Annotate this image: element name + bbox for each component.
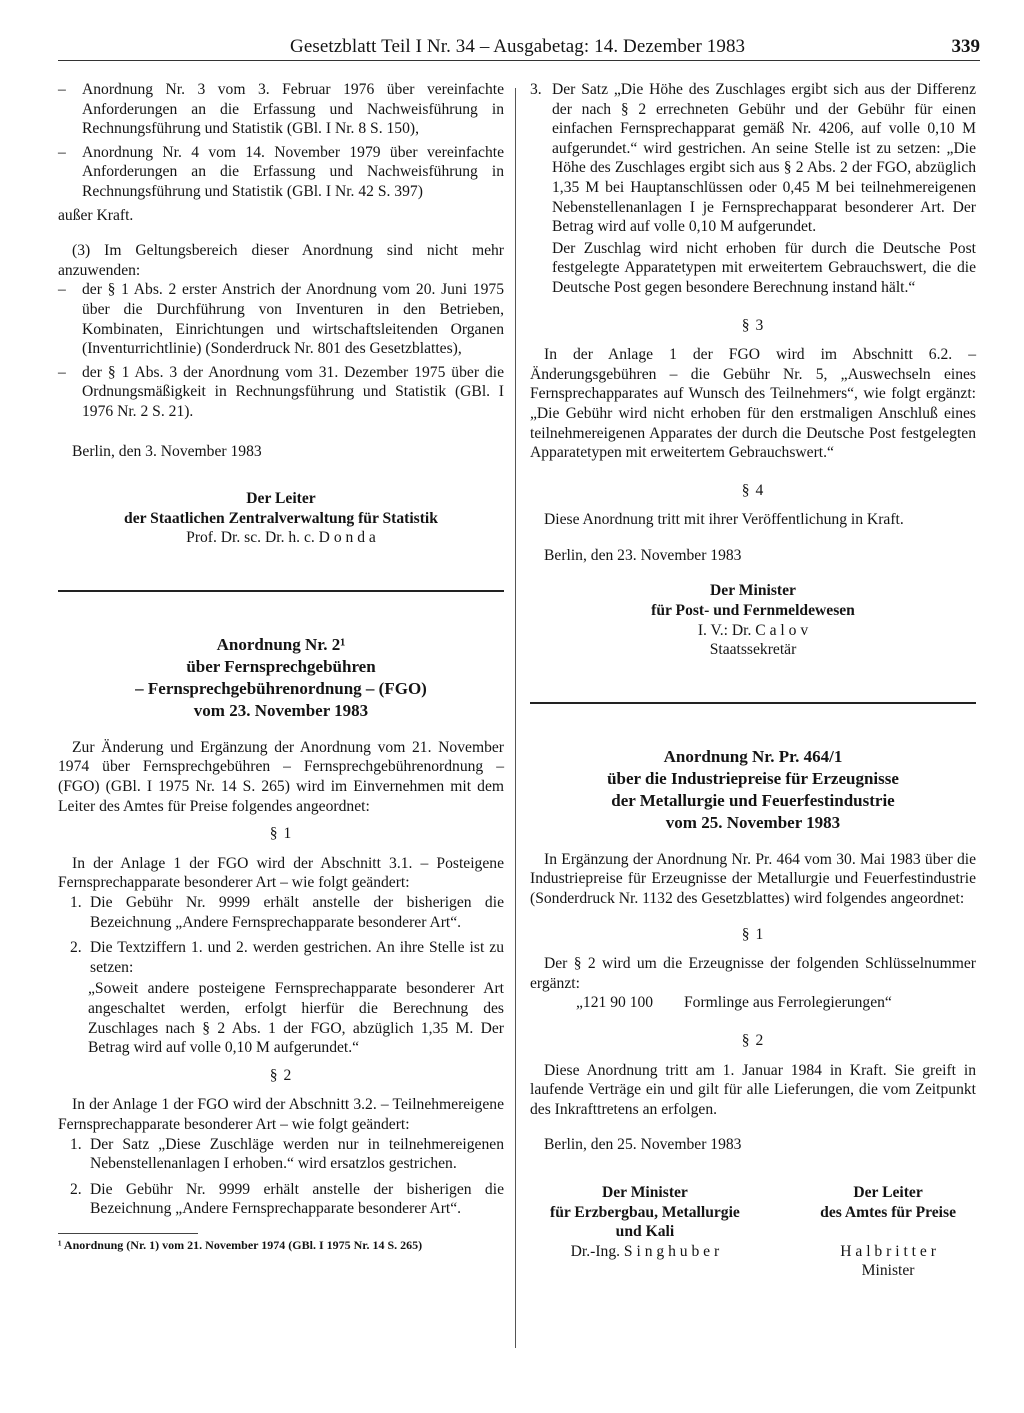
- signature-name: H a l b r i t t e r: [840, 1242, 936, 1260]
- numbered-item: [70, 938, 504, 977]
- signature-role: Der Leiter: [246, 490, 316, 508]
- signature-name: I. V.: Dr. C a l o v: [697, 621, 809, 639]
- list-item: [58, 80, 504, 139]
- section-heading: § 3: [741, 316, 765, 334]
- section-heading: § 2: [741, 1032, 765, 1049]
- fgo-intro: Zur Änderung und Ergänzung der Anordnung vom 21. November 1974 über Fernsprechgebühren – Fernsprechgebührenordnung – (FGO) (GBl. I 1975 Nr. 14 S. 265) wird im Einvernehmen mit dem Leiter des Amtes für Preise folgendes angeordnet:: [58, 738, 504, 815]
- item-text: Die Gebühr Nr. 9999 erhält anstelle der bisherigen die Bezeichnung „Andere Fernsprechapparate besonderer Art“.: [90, 894, 504, 931]
- date-line: Berlin, den 3. November 1983: [72, 442, 262, 460]
- industry-intro: In Ergänzung der Anordnung Nr. Pr. 464 vom 30. Mai 1983 über die Industriepreise für Erzeugnisse der Metallurgie und Feuerfestindustrie (Sonderdruck Nr. 1132 des Gesetzblattes) wird folgendes angeordnet:: [530, 850, 976, 908]
- numbered-item: [70, 1180, 504, 1219]
- signature-role: Der Minister: [601, 1183, 688, 1201]
- signature-role: Der Minister: [710, 582, 796, 600]
- left-column: [58, 80, 504, 1253]
- section-heading: § 1: [269, 825, 293, 843]
- industry-date: vom 25. November 1983: [665, 812, 841, 832]
- fgo-subtitle: über Fernsprechgebühren: [186, 656, 376, 676]
- paragraph-3: (3) Im Geltungsbereich dieser Anordnung sind nicht mehr anzuwenden:: [58, 242, 504, 279]
- item-text-continued: Der Zuschlag wird nicht erhoben für durch die Deutsche Post festgelegte Apparatetypen mit erweitertem Gebrauchswert, die die Deutsche Post gegen besondere Berechnung instand hält.“: [552, 239, 976, 296]
- signature-name: Prof. Dr. sc. Dr. h. c. D o n d a: [186, 529, 376, 547]
- item-text: Die Textziffern 1. und 2. werden gestrichen. An ihre Stelle ist zu setzen:: [90, 939, 504, 976]
- footnote-rule: [58, 1233, 198, 1234]
- signature-office: für Erzbergbau, Metallurgie: [550, 1203, 740, 1221]
- list-item: [58, 143, 504, 202]
- numbered-item: [70, 893, 504, 932]
- list-item: [58, 280, 504, 358]
- fgo-title-block: [58, 634, 504, 722]
- section-text: Diese Anordnung tritt mit ihrer Veröffentlichung in Kraft.: [544, 511, 904, 529]
- item-number: 1.: [70, 894, 82, 912]
- fgo-date: vom 23. November 1983: [193, 700, 369, 720]
- list-item-text: Anordnung Nr. 4 vom 14. November 1979 über vereinfachte Anforderungen an die Erfassung und Nachweisführung in Rechnungsführung und Statistik (GBl. I Nr. 42 S. 397): [82, 143, 504, 200]
- dash-bullet: –: [58, 363, 66, 381]
- section-text: Der § 2 wird um die Erzeugnisse der folgenden Schlüsselnummer ergänzt:: [530, 955, 976, 992]
- signature-name: Dr.-Ing. S i n g h u b e r: [570, 1242, 720, 1260]
- section-text: Diese Anordnung tritt am 1. Januar 1984 in Kraft. Sie greift in laufende Verträge ein und gilt für alle Lieferungen, die vom Zeitpunkt des Inkrafttretens an erfolgen.: [530, 1061, 976, 1118]
- signature-title: Minister: [861, 1262, 915, 1280]
- industry-title-block: [530, 746, 976, 834]
- industry-subtitle: der Metallurgie und Feuerfestindustrie: [611, 790, 895, 810]
- dash-bullet: –: [58, 143, 66, 161]
- date-line: Berlin, den 23. November 1983: [544, 546, 742, 564]
- dash-bullet: –: [58, 81, 66, 98]
- item-number: 2.: [70, 1180, 82, 1198]
- signatures-row: [530, 1183, 976, 1281]
- signature-block: [58, 489, 504, 548]
- signature-title: Staatssekretär: [709, 641, 797, 659]
- footnote: ¹ Anordnung (Nr. 1) vom 21. November 1974 (GBl. I 1975 Nr. 14 S. 265): [58, 1237, 423, 1252]
- page-header: [290, 36, 980, 60]
- signature-office: für Post- und Fernmeldewesen: [651, 602, 855, 620]
- signature-office: und Kali: [615, 1223, 675, 1241]
- signature-block: [530, 581, 976, 659]
- header-rule: [58, 60, 980, 61]
- section-heading: § 1: [741, 925, 765, 943]
- section-heading: § 2: [269, 1066, 293, 1084]
- list-item-text: der § 1 Abs. 3 der Anordnung vom 31. Dezember 1975 über die Ordnungsmäßigkeit in Rechnungsführung und Statistik (GBl. I 1976 Nr. 2 S. 21).: [82, 363, 504, 420]
- section-text: In der Anlage 1 der FGO wird im Abschnitt 6.2. – Änderungsgebühren – die Gebühr Nr. 5, „Auswechseln eines Fernsprechapparates auf Wunsch des Teilnehmers“, wie folgt ergänzt: „Die Gebühr wird nicht erhoben für den erstmaligen Anschluß eines teilnehmereigenen Apparates der durch die Deutsche Post festgelegten Apparatetypen mit erweitertem Gebrauchswert.“: [530, 346, 976, 462]
- header-title: Gesetzblatt Teil I Nr. 34 – Ausgabetag: 14. Dezember 1983: [290, 36, 746, 57]
- item-number: 3.: [530, 81, 542, 98]
- fgo-subtitle: – Fernsprechgebührenordnung – (FGO): [135, 678, 427, 698]
- item-number: 2.: [70, 939, 82, 957]
- code-entry: [576, 993, 976, 1013]
- signature-block: [550, 1183, 740, 1281]
- item-text: Der Satz „Diese Zuschläge werden nur in teilnehmereigenen Nebenstellenanlagen I erhoben.“ wird ersatzlos gestrichen.: [90, 1135, 504, 1173]
- code-number: „121 90 100: [576, 994, 654, 1012]
- section-heading: § 4: [741, 481, 765, 499]
- item-text: Der Satz „Die Höhe des Zuschlages ergibt sich aus der Differenz der nach § 2 errechneten Gebühr und der Gebühr für einen einfachen Fernsprechapparat gemäß Nr. 4206, auf volle 0,10 M aufgerundet.“ wird gestrichen. An seine Stelle ist zu setzen: „Die Höhe des Zuschlages ergibt sich aus § 2 Abs. 2 der FGO, abzüglich 1,35 M bei Hauptanschlüssen oder 0,45 M bei teilnehmereigenen Nebenstellenanlagen I je Fernsprechapparat besonderer Art. Der Betrag wird auf volle 0,10 M aufgerundet.: [552, 81, 976, 236]
- signature-office: der Staatlichen Zentralverwaltung für Statistik: [124, 509, 438, 527]
- item-text: Die Gebühr Nr. 9999 erhält anstelle der bisherigen die Bezeichnung „Andere Fernsprechapparate besonderer Art“.: [90, 1180, 504, 1218]
- dash-bullet: –: [58, 281, 66, 299]
- page-number: 339: [951, 36, 980, 57]
- section-text: In der Anlage 1 der FGO wird der Abschnitt 3.1. – Posteigene Fernsprechapparate besonderer Art – wie folgt geändert:: [58, 854, 504, 892]
- fgo-title: Anordnung Nr. 2¹: [216, 634, 346, 654]
- signature-role: Der Leiter: [853, 1183, 923, 1201]
- right-column: [530, 80, 976, 1281]
- list-item-text: der § 1 Abs. 2 erster Anstrich der Anordnung vom 20. Juni 1975 über die Durchführung von Inventuren in den Betrieben, Kombinaten, Einrichtungen und wirtschaftsleitenden Organen (Inventurrichtlinie) (Sonderdruck Nr. 801 des Gesetzblattes),: [82, 281, 504, 358]
- industry-subtitle: über die Industriepreise für Erzeugnisse: [607, 768, 899, 788]
- column-divider: [515, 88, 516, 1348]
- list-item: [58, 363, 504, 422]
- signature-office: des Amtes für Preise: [820, 1203, 956, 1221]
- industry-title: Anordnung Nr. Pr. 464/1: [663, 746, 843, 766]
- date-line: Berlin, den 25. November 1983: [544, 1136, 742, 1154]
- section-text: In der Anlage 1 der FGO wird der Abschnitt 3.2. – Teilnehmereigene Fernsprechapparate besonderer Art – wie folgt geändert:: [58, 1096, 504, 1133]
- numbered-item: [70, 1135, 504, 1174]
- quoted-text: „Soweit andere posteigene Fernsprechapparate besonderer Art angeschaltet werden, erfolgt hierfür die Berechnung des Zuschlages nach § 2 Abs. 1 der FGO, abzüglich 1,35 M. Der Betrag wird auf volle 0,10 M aufgerundet.“: [88, 980, 504, 1057]
- numbered-item: [530, 80, 976, 237]
- signature-block: [820, 1183, 956, 1281]
- code-description: Formlinge aus Ferrolegierungen“: [684, 994, 892, 1012]
- ausser-kraft: außer Kraft.: [58, 206, 134, 224]
- item-number: 1.: [70, 1135, 82, 1153]
- list-item-text: Anordnung Nr. 3 vom 3. Februar 1976 über vereinfachte Anforderungen an die Erfassung und Nachweisführung in Rechnungsführung und Statistik (GBl. I Nr. 8 S. 150),: [82, 81, 504, 138]
